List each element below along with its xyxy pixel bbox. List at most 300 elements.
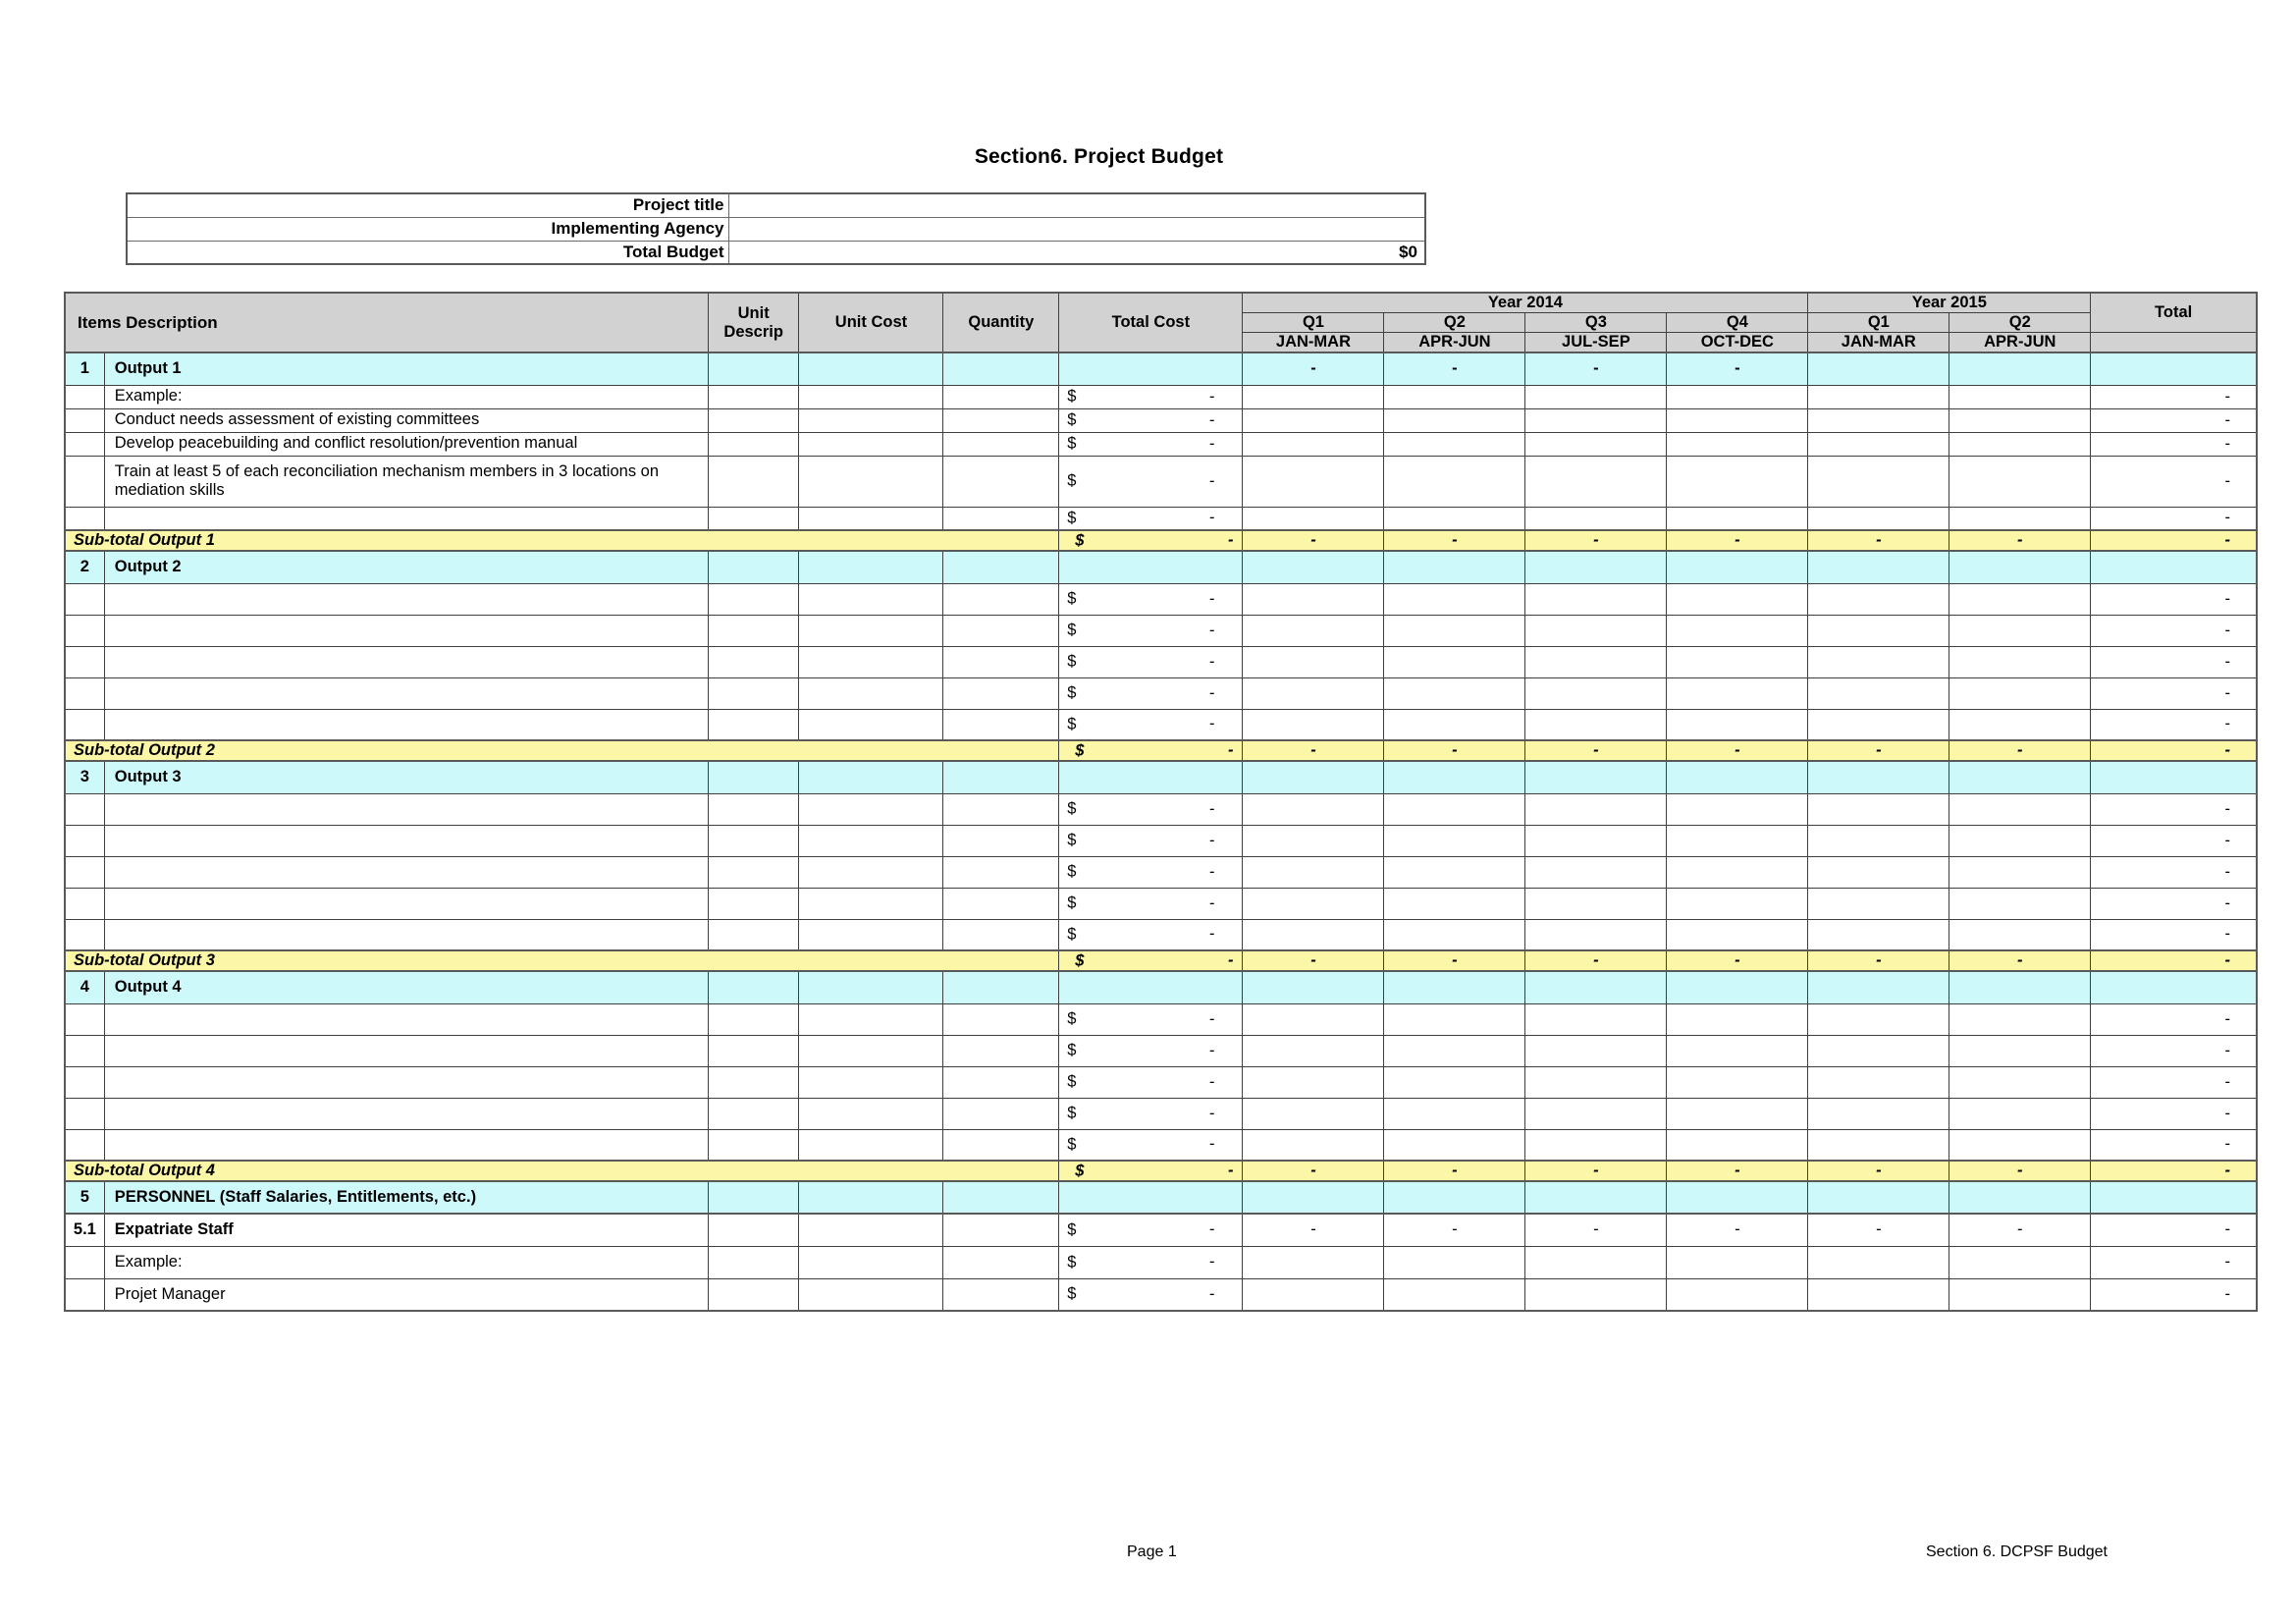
cell-2014-q4[interactable]: [1667, 971, 1808, 1003]
cell-unit-cost[interactable]: [799, 432, 943, 456]
cell-unit-cost[interactable]: [799, 1246, 943, 1278]
cell-total-cost[interactable]: [1059, 352, 1243, 385]
cell-2015-q2[interactable]: [1949, 919, 2091, 950]
cell-2015-q2[interactable]: [1949, 1278, 2091, 1311]
cell-2015-q1[interactable]: [1808, 1278, 1949, 1311]
cell-2014-q2[interactable]: [1384, 507, 1525, 530]
table-row[interactable]: [65, 856, 2257, 888]
cell-total-cost[interactable]: [1059, 1181, 1243, 1214]
cell-quantity[interactable]: [943, 1035, 1059, 1066]
cell-2014-q3[interactable]: [1525, 793, 1667, 825]
cell-2014-q3[interactable]: [1525, 646, 1667, 677]
table-row[interactable]: [65, 646, 2257, 677]
cell-total[interactable]: [2091, 1181, 2257, 1214]
row-description[interactable]: [104, 709, 708, 740]
cell-2014-q2[interactable]: [1384, 919, 1525, 950]
cell-2014-q2[interactable]: -: [1384, 352, 1525, 385]
cell-2014-q2[interactable]: [1384, 1003, 1525, 1035]
cell-2014-q2[interactable]: [1384, 432, 1525, 456]
cell-unit-descrip[interactable]: [708, 677, 799, 709]
cell-quantity[interactable]: [943, 1129, 1059, 1161]
cell-total-cost[interactable]: [1059, 971, 1243, 1003]
table-row[interactable]: [65, 793, 2257, 825]
cell-2014-q1[interactable]: [1243, 888, 1384, 919]
table-row[interactable]: [65, 1035, 2257, 1066]
cell-2015-q2[interactable]: [1949, 677, 2091, 709]
cell-unit-descrip[interactable]: [708, 615, 799, 646]
cell-quantity[interactable]: [943, 919, 1059, 950]
cell-2014-q3[interactable]: [1525, 1278, 1667, 1311]
cell-2014-q1[interactable]: [1243, 1278, 1384, 1311]
table-row[interactable]: [65, 615, 2257, 646]
cell-2014-q3[interactable]: [1525, 615, 1667, 646]
table-row[interactable]: [65, 507, 2257, 530]
table-row[interactable]: [65, 1098, 2257, 1129]
table-row[interactable]: [65, 677, 2257, 709]
cell-2014-q3[interactable]: [1525, 919, 1667, 950]
table-row[interactable]: [65, 432, 2257, 456]
cell-2014-q3[interactable]: [1525, 1035, 1667, 1066]
cell-unit-cost[interactable]: [799, 1098, 943, 1129]
row-description[interactable]: [104, 1098, 708, 1129]
row-description[interactable]: Develop peacebuilding and conflict resolution/prevention manual: [104, 432, 708, 456]
cell-2015-q1[interactable]: [1808, 1098, 1949, 1129]
cell-quantity[interactable]: [943, 971, 1059, 1003]
cell-unit-descrip[interactable]: [708, 583, 799, 615]
cell-2014-q4[interactable]: [1667, 1066, 1808, 1098]
cell-2014-q1[interactable]: [1243, 1003, 1384, 1035]
table-row[interactable]: [65, 971, 2257, 1003]
cell-2014-q3[interactable]: [1525, 432, 1667, 456]
cell-quantity[interactable]: [943, 615, 1059, 646]
cell-unit-cost[interactable]: [799, 1181, 943, 1214]
cell-2015-q1[interactable]: [1808, 615, 1949, 646]
cell-2015-q1[interactable]: [1808, 1181, 1949, 1214]
table-row[interactable]: [65, 1003, 2257, 1035]
cell-2014-q4[interactable]: [1667, 761, 1808, 793]
cell-2015-q1[interactable]: [1808, 709, 1949, 740]
cell-2014-q3[interactable]: [1525, 583, 1667, 615]
cell-2014-q1[interactable]: [1243, 761, 1384, 793]
cell-total[interactable]: [2091, 761, 2257, 793]
cell-unit-descrip[interactable]: [708, 1278, 799, 1311]
table-row[interactable]: [65, 709, 2257, 740]
cell-2015-q2[interactable]: [1949, 1181, 2091, 1214]
cell-2014-q4[interactable]: [1667, 1035, 1808, 1066]
cell-2014-q2[interactable]: [1384, 856, 1525, 888]
cell-quantity[interactable]: [943, 1214, 1059, 1246]
cell-2015-q1[interactable]: [1808, 919, 1949, 950]
cell-2014-q4[interactable]: [1667, 646, 1808, 677]
cell-unit-descrip[interactable]: [708, 1098, 799, 1129]
cell-2014-q1[interactable]: [1243, 825, 1384, 856]
table-row[interactable]: [65, 761, 2257, 793]
cell-2014-q1[interactable]: [1243, 646, 1384, 677]
cell-unit-cost[interactable]: [799, 1003, 943, 1035]
cell-2014-q1[interactable]: [1243, 677, 1384, 709]
cell-quantity[interactable]: [943, 677, 1059, 709]
cell-quantity[interactable]: [943, 888, 1059, 919]
cell-2015-q1[interactable]: [1808, 456, 1949, 507]
cell-unit-cost[interactable]: [799, 856, 943, 888]
row-description[interactable]: Conduct needs assessment of existing committees: [104, 408, 708, 432]
cell-2014-q3[interactable]: [1525, 1066, 1667, 1098]
cell-2014-q2[interactable]: [1384, 1066, 1525, 1098]
cell-2014-q2[interactable]: [1384, 888, 1525, 919]
table-row[interactable]: [65, 1214, 2257, 1246]
cell-2014-q4[interactable]: [1667, 1129, 1808, 1161]
cell-2015-q1[interactable]: [1808, 1066, 1949, 1098]
cell-2015-q1[interactable]: [1808, 507, 1949, 530]
cell-2015-q1[interactable]: [1808, 352, 1949, 385]
cell-2014-q4[interactable]: -: [1667, 352, 1808, 385]
cell-2014-q2[interactable]: [1384, 793, 1525, 825]
cell-2015-q2[interactable]: [1949, 385, 2091, 408]
cell-total-cost[interactable]: [1059, 551, 1243, 583]
cell-2015-q2[interactable]: [1949, 646, 2091, 677]
row-description[interactable]: Train at least 5 of each reconciliation mechanism members in 3 locations on mediation skills: [104, 456, 708, 507]
cell-unit-descrip[interactable]: [708, 825, 799, 856]
cell-total[interactable]: [2091, 971, 2257, 1003]
cell-2015-q1[interactable]: [1808, 825, 1949, 856]
cell-quantity[interactable]: [943, 456, 1059, 507]
table-row[interactable]: [65, 888, 2257, 919]
cell-2014-q4[interactable]: [1667, 432, 1808, 456]
cell-quantity[interactable]: [943, 646, 1059, 677]
cell-2014-q1[interactable]: -: [1243, 352, 1384, 385]
cell-2015-q2[interactable]: [1949, 888, 2091, 919]
cell-unit-cost[interactable]: [799, 583, 943, 615]
cell-2015-q2[interactable]: [1949, 971, 2091, 1003]
table-row[interactable]: [65, 456, 2257, 507]
cell-2014-q2[interactable]: [1384, 583, 1525, 615]
cell-unit-cost[interactable]: [799, 709, 943, 740]
cell-2014-q1[interactable]: [1243, 1129, 1384, 1161]
cell-2015-q2[interactable]: [1949, 507, 2091, 530]
cell-unit-descrip[interactable]: [708, 888, 799, 919]
cell-quantity[interactable]: [943, 1278, 1059, 1311]
row-description[interactable]: [104, 919, 708, 950]
cell-2014-q3[interactable]: [1525, 1098, 1667, 1129]
row-description[interactable]: [104, 793, 708, 825]
cell-2014-q1[interactable]: [1243, 432, 1384, 456]
cell-unit-descrip[interactable]: [708, 1035, 799, 1066]
cell-2014-q4[interactable]: [1667, 919, 1808, 950]
table-row[interactable]: [65, 385, 2257, 408]
cell-quantity[interactable]: [943, 385, 1059, 408]
cell-2014-q2[interactable]: [1384, 408, 1525, 432]
cell-2014-q1[interactable]: [1243, 1246, 1384, 1278]
cell-2014-q3[interactable]: [1525, 825, 1667, 856]
row-description[interactable]: [104, 1035, 708, 1066]
cell-2015-q2[interactable]: [1949, 408, 2091, 432]
cell-2014-q2[interactable]: [1384, 646, 1525, 677]
cell-2015-q1[interactable]: [1808, 408, 1949, 432]
table-row[interactable]: [65, 551, 2257, 583]
cell-unit-descrip[interactable]: [708, 971, 799, 1003]
cell-quantity[interactable]: [943, 761, 1059, 793]
cell-2015-q1[interactable]: [1808, 971, 1949, 1003]
cell-2015-q2[interactable]: [1949, 432, 2091, 456]
cell-unit-descrip[interactable]: [708, 352, 799, 385]
cell-2014-q3[interactable]: [1525, 677, 1667, 709]
cell-quantity[interactable]: [943, 352, 1059, 385]
cell-quantity[interactable]: [943, 408, 1059, 432]
cell-2014-q1[interactable]: [1243, 971, 1384, 1003]
cell-2014-q4[interactable]: [1667, 888, 1808, 919]
cell-unit-cost[interactable]: [799, 507, 943, 530]
cell-total[interactable]: [2091, 352, 2257, 385]
cell-2014-q1[interactable]: [1243, 507, 1384, 530]
cell-2014-q2[interactable]: [1384, 677, 1525, 709]
cell-quantity[interactable]: [943, 856, 1059, 888]
cell-quantity[interactable]: [943, 432, 1059, 456]
meta-value-implementing-agency[interactable]: [728, 217, 1425, 241]
row-description[interactable]: [104, 646, 708, 677]
cell-total-cost[interactable]: [1059, 761, 1243, 793]
cell-quantity[interactable]: [943, 1098, 1059, 1129]
cell-2015-q2[interactable]: [1949, 709, 2091, 740]
cell-2015-q2[interactable]: [1949, 1066, 2091, 1098]
cell-2014-q1[interactable]: [1243, 456, 1384, 507]
cell-2015-q2[interactable]: [1949, 856, 2091, 888]
cell-2014-q2[interactable]: [1384, 1129, 1525, 1161]
cell-2014-q4[interactable]: [1667, 1003, 1808, 1035]
cell-quantity[interactable]: [943, 1246, 1059, 1278]
cell-quantity[interactable]: [943, 583, 1059, 615]
row-description[interactable]: [104, 583, 708, 615]
cell-2015-q1[interactable]: [1808, 646, 1949, 677]
cell-2015-q1[interactable]: [1808, 677, 1949, 709]
cell-2014-q3[interactable]: [1525, 761, 1667, 793]
row-description[interactable]: [104, 1129, 708, 1161]
cell-2014-q4[interactable]: [1667, 709, 1808, 740]
row-description[interactable]: [104, 888, 708, 919]
cell-2014-q4[interactable]: [1667, 1246, 1808, 1278]
cell-2014-q2[interactable]: [1384, 615, 1525, 646]
cell-unit-cost[interactable]: [799, 793, 943, 825]
cell-unit-cost[interactable]: [799, 825, 943, 856]
cell-2015-q2[interactable]: [1949, 793, 2091, 825]
cell-2014-q4[interactable]: [1667, 1278, 1808, 1311]
cell-2014-q1[interactable]: [1243, 709, 1384, 740]
cell-2014-q4[interactable]: [1667, 856, 1808, 888]
cell-quantity[interactable]: [943, 1003, 1059, 1035]
cell-2014-q2[interactable]: [1384, 1035, 1525, 1066]
cell-quantity[interactable]: [943, 793, 1059, 825]
cell-2014-q2[interactable]: [1384, 971, 1525, 1003]
cell-2014-q1[interactable]: [1243, 551, 1384, 583]
cell-total[interactable]: [2091, 551, 2257, 583]
cell-quantity[interactable]: [943, 1181, 1059, 1214]
cell-unit-descrip[interactable]: [708, 793, 799, 825]
cell-2014-q1[interactable]: [1243, 408, 1384, 432]
table-row[interactable]: [65, 408, 2257, 432]
cell-2014-q4[interactable]: [1667, 677, 1808, 709]
cell-2015-q1[interactable]: [1808, 1129, 1949, 1161]
cell-unit-cost[interactable]: [799, 971, 943, 1003]
table-row[interactable]: [65, 1278, 2257, 1311]
table-row[interactable]: [65, 583, 2257, 615]
row-description[interactable]: [104, 1003, 708, 1035]
cell-2015-q2[interactable]: [1949, 825, 2091, 856]
cell-unit-descrip[interactable]: [708, 709, 799, 740]
cell-2014-q4[interactable]: [1667, 551, 1808, 583]
table-row[interactable]: [65, 1129, 2257, 1161]
cell-2014-q4[interactable]: [1667, 1181, 1808, 1214]
cell-2014-q3[interactable]: [1525, 1003, 1667, 1035]
cell-unit-descrip[interactable]: [708, 1003, 799, 1035]
cell-2014-q4[interactable]: [1667, 456, 1808, 507]
cell-unit-cost[interactable]: [799, 677, 943, 709]
cell-2015-q1[interactable]: [1808, 1246, 1949, 1278]
cell-2014-q2[interactable]: [1384, 385, 1525, 408]
cell-2015-q2[interactable]: [1949, 1098, 2091, 1129]
table-row[interactable]: [65, 352, 2257, 385]
cell-2015-q1[interactable]: [1808, 583, 1949, 615]
cell-unit-descrip[interactable]: [708, 551, 799, 583]
cell-quantity[interactable]: [943, 825, 1059, 856]
row-description[interactable]: [104, 856, 708, 888]
cell-2014-q2[interactable]: [1384, 1181, 1525, 1214]
cell-2014-q4[interactable]: [1667, 825, 1808, 856]
cell-2014-q2[interactable]: [1384, 1098, 1525, 1129]
row-description[interactable]: [104, 615, 708, 646]
cell-2015-q2[interactable]: [1949, 615, 2091, 646]
cell-unit-descrip[interactable]: [708, 761, 799, 793]
meta-value-project-title[interactable]: [728, 193, 1425, 217]
cell-2015-q2[interactable]: [1949, 1246, 2091, 1278]
cell-2015-q2[interactable]: [1949, 1129, 2091, 1161]
cell-2014-q2[interactable]: [1384, 1278, 1525, 1311]
cell-2014-q3[interactable]: [1525, 971, 1667, 1003]
cell-unit-descrip[interactable]: [708, 507, 799, 530]
cell-unit-cost[interactable]: [799, 1066, 943, 1098]
cell-unit-cost[interactable]: [799, 646, 943, 677]
cell-unit-descrip[interactable]: [708, 1246, 799, 1278]
cell-unit-cost[interactable]: [799, 919, 943, 950]
cell-unit-cost[interactable]: [799, 408, 943, 432]
row-description[interactable]: Example:: [104, 1246, 708, 1278]
cell-unit-descrip[interactable]: [708, 408, 799, 432]
cell-2014-q1[interactable]: [1243, 583, 1384, 615]
cell-unit-cost[interactable]: [799, 761, 943, 793]
cell-unit-cost[interactable]: [799, 456, 943, 507]
cell-2014-q4[interactable]: [1667, 583, 1808, 615]
cell-2014-q1[interactable]: [1243, 1098, 1384, 1129]
cell-unit-cost[interactable]: [799, 385, 943, 408]
cell-2015-q1[interactable]: [1808, 551, 1949, 583]
cell-2015-q1[interactable]: [1808, 888, 1949, 919]
cell-unit-cost[interactable]: [799, 1278, 943, 1311]
cell-2014-q2[interactable]: [1384, 551, 1525, 583]
cell-2014-q1[interactable]: [1243, 615, 1384, 646]
cell-unit-descrip[interactable]: [708, 646, 799, 677]
cell-2014-q1[interactable]: [1243, 385, 1384, 408]
cell-2014-q3[interactable]: [1525, 856, 1667, 888]
cell-2014-q3[interactable]: [1525, 888, 1667, 919]
cell-2015-q1[interactable]: [1808, 1035, 1949, 1066]
cell-2015-q2[interactable]: [1949, 1003, 2091, 1035]
cell-2014-q3[interactable]: [1525, 1246, 1667, 1278]
cell-2014-q2[interactable]: [1384, 825, 1525, 856]
cell-2015-q2[interactable]: [1949, 456, 2091, 507]
cell-unit-cost[interactable]: [799, 615, 943, 646]
cell-2014-q3[interactable]: [1525, 709, 1667, 740]
cell-2014-q3[interactable]: [1525, 1129, 1667, 1161]
cell-quantity[interactable]: [943, 709, 1059, 740]
cell-unit-descrip[interactable]: [708, 1066, 799, 1098]
cell-2014-q1[interactable]: [1243, 1181, 1384, 1214]
cell-2015-q2[interactable]: [1949, 551, 2091, 583]
row-description[interactable]: [104, 507, 708, 530]
cell-quantity[interactable]: [943, 551, 1059, 583]
cell-2015-q1[interactable]: [1808, 1003, 1949, 1035]
cell-2014-q3[interactable]: [1525, 1181, 1667, 1214]
cell-2014-q1[interactable]: [1243, 856, 1384, 888]
cell-2014-q1[interactable]: [1243, 919, 1384, 950]
cell-unit-cost[interactable]: [799, 888, 943, 919]
row-description[interactable]: Example:: [104, 385, 708, 408]
cell-2014-q4[interactable]: [1667, 408, 1808, 432]
cell-unit-descrip[interactable]: [708, 432, 799, 456]
cell-2014-q2[interactable]: [1384, 456, 1525, 507]
cell-2014-q3[interactable]: [1525, 507, 1667, 530]
cell-unit-cost[interactable]: [799, 1035, 943, 1066]
cell-2014-q2[interactable]: [1384, 761, 1525, 793]
cell-2014-q3[interactable]: [1525, 385, 1667, 408]
cell-2014-q3[interactable]: [1525, 456, 1667, 507]
cell-2014-q4[interactable]: [1667, 1098, 1808, 1129]
table-row[interactable]: [65, 1246, 2257, 1278]
cell-quantity[interactable]: [943, 1066, 1059, 1098]
cell-2014-q1[interactable]: [1243, 793, 1384, 825]
table-row[interactable]: [65, 919, 2257, 950]
table-row[interactable]: [65, 1066, 2257, 1098]
cell-unit-descrip[interactable]: [708, 856, 799, 888]
cell-2014-q4[interactable]: [1667, 793, 1808, 825]
row-description[interactable]: [104, 825, 708, 856]
cell-unit-descrip[interactable]: [708, 456, 799, 507]
cell-2014-q2[interactable]: [1384, 709, 1525, 740]
cell-2014-q4[interactable]: [1667, 385, 1808, 408]
cell-2015-q1[interactable]: [1808, 761, 1949, 793]
cell-unit-cost[interactable]: [799, 551, 943, 583]
cell-2014-q3[interactable]: -: [1525, 352, 1667, 385]
cell-2015-q1[interactable]: [1808, 385, 1949, 408]
cell-unit-cost[interactable]: [799, 1214, 943, 1246]
cell-2015-q1[interactable]: [1808, 793, 1949, 825]
cell-2015-q2[interactable]: [1949, 761, 2091, 793]
cell-2014-q1[interactable]: [1243, 1035, 1384, 1066]
table-row[interactable]: [65, 1181, 2257, 1214]
cell-unit-descrip[interactable]: [708, 1129, 799, 1161]
cell-2015-q2[interactable]: [1949, 1035, 2091, 1066]
cell-unit-descrip[interactable]: [708, 919, 799, 950]
cell-2014-q4[interactable]: [1667, 615, 1808, 646]
cell-2014-q3[interactable]: [1525, 408, 1667, 432]
cell-unit-descrip[interactable]: [708, 385, 799, 408]
cell-2014-q2[interactable]: [1384, 1246, 1525, 1278]
row-description[interactable]: [104, 1066, 708, 1098]
cell-quantity[interactable]: [943, 507, 1059, 530]
cell-unit-descrip[interactable]: [708, 1214, 799, 1246]
cell-2014-q3[interactable]: [1525, 551, 1667, 583]
cell-2014-q4[interactable]: [1667, 507, 1808, 530]
table-row[interactable]: [65, 825, 2257, 856]
row-description[interactable]: Projet Manager: [104, 1278, 708, 1311]
cell-2015-q2[interactable]: [1949, 352, 2091, 385]
